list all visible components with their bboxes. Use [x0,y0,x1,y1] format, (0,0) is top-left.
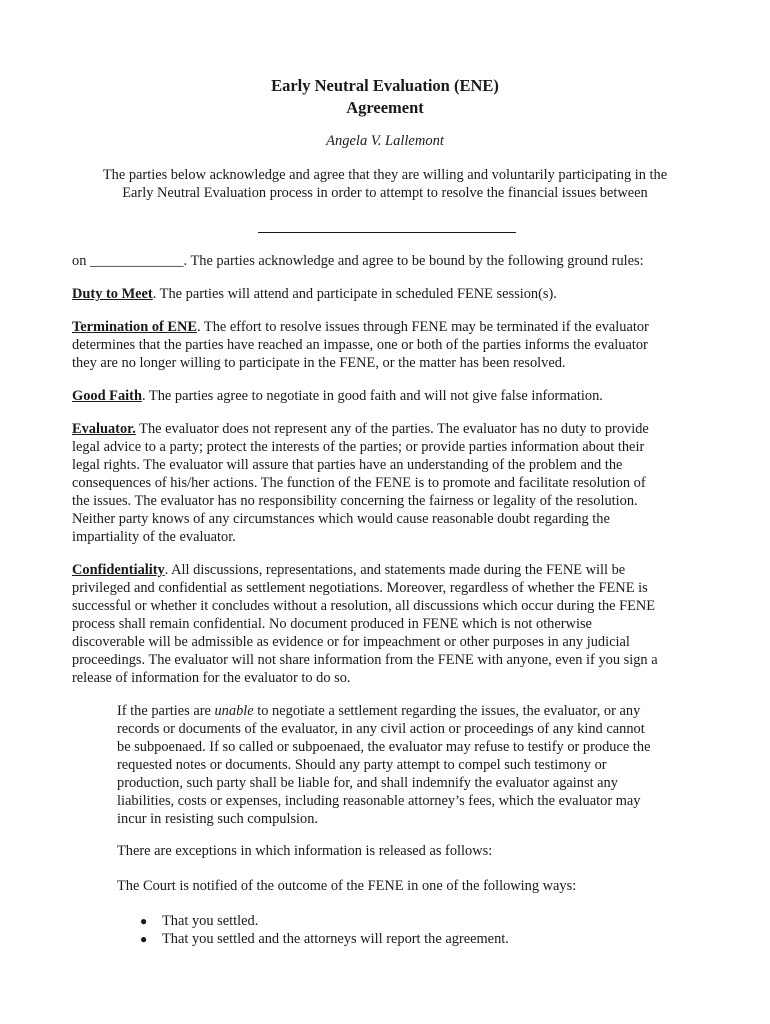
termination-line-1: . The effort to resolve issues through FENE may be terminated if the evaluator [197,319,649,335]
good-faith-text: . The parties agree to negotiate in good faith and will not give false information. [141,388,603,404]
unable-line-6: liabilities, costs or expenses, including reasonable attorney’s fees, which the evaluator may [117,793,641,809]
unable-emphasis: unable [214,703,254,719]
confidentiality-section [72,561,698,687]
evaluator-line-7: impartiality of the evaluator. [72,529,236,545]
intro-line-1: The parties below acknowledge and agree that they are willing and voluntarily participating in the [102,167,668,183]
confidentiality-line-6: proceedings. The evaluator will not share information from the FENE with anyone, even if you sign a [72,652,658,668]
confidentiality-heading: Confidentiality [72,562,165,578]
termination-heading: Termination of ENE [72,319,197,335]
author-name: Angela V. Lallemont [326,133,444,149]
on-date-line: on _____________. The parties acknowledge and agree to be bound by the following ground rules: [72,253,644,269]
evaluator-heading: Evaluator. [72,421,136,437]
evaluator-line-6: Neither party knows of any circumstances which would cause reasonable doubt regarding the [72,511,610,527]
bullet-icon: ● [140,914,148,928]
evaluator-line-4: consequences of his/her actions. The function of the FENE is to promote and facilitate resolution of [72,475,646,491]
evaluator-line-3: legal rights. The evaluator will assure that parties have an understanding of the problem and the [72,457,623,473]
bullet-icon: ● [140,932,148,946]
confidentiality-line-7: release of information for the evaluator to do so. [72,670,351,686]
evaluator-line-5: the issues. The evaluator has no responsibility concerning the fairness or legality of the resolution. [72,493,638,509]
outcome-list [138,912,698,948]
unable-line-7: incur in resisting such compulsion. [117,811,319,827]
unable-line-4: requested notes or documents. Should any party attempt to compel such testimony or [117,757,607,773]
duty-text: . The parties will attend and participate in scheduled FENE session(s). [152,286,557,302]
exceptions-line: There are exceptions in which information is released as follows: [117,843,493,859]
confidentiality-line-1: . All discussions, representations, and statements made during the FENE will be [164,562,626,578]
intro-paragraph [60,166,710,202]
unable-line-1-pre: If the parties are [117,703,215,719]
evaluator-line-1: The evaluator does not represent any of the parties. The evaluator has no duty to provide [135,421,649,437]
confidentiality-line-4: process shall remain confidential. No document produced in FENE which is not otherwise [72,616,592,632]
court-notified-line: The Court is notified of the outcome of the FENE in one of the following ways: [117,878,577,894]
unable-line-3: be subpoenaed. If so called or subpoenaed, the evaluator may refuse to testify or produce the [117,739,651,755]
evaluator-line-2: legal advice to a party; protect the interests of the parties; or provide parties information about their [72,439,645,455]
parties-blank-line [258,232,516,233]
duty-heading: Duty to Meet [72,286,153,302]
termination-section [72,318,698,372]
list-item-text: That you settled. [162,913,259,929]
termination-line-2: determines that the parties have reached an impasse, one or both of the parties informs the evaluator [72,337,648,353]
duty-to-meet-section [72,285,698,303]
list-item-text: That you settled and the attorneys will report the agreement. [162,931,509,947]
confidentiality-line-5: discoverable will be admissible as evidence or for impeachment or other purposes in any judicial [72,634,630,650]
intro-line-2: Early Neutral Evaluation process in order to attempt to resolve the financial issues between [122,185,648,201]
unable-line-2: records or documents of the evaluator, in any civil action or proceedings of any kind cannot [117,721,645,737]
evaluator-section [72,420,698,546]
title-line-2: Agreement [346,98,424,117]
unable-line-5: production, such party shall be liable for, and shall indemnify the evaluator against any [117,775,618,791]
list-item [138,930,698,948]
unable-line-1-post: to negotiate a settlement regarding the issues, the evaluator, or any [253,703,641,719]
title-line-1: Early Neutral Evaluation (ENE) [271,76,499,95]
good-faith-heading: Good Faith [72,388,142,404]
list-item [138,912,698,930]
confidentiality-line-2: privileged and confidential as settlement negotiations. Moreover, regardless of whether the FENE is [72,580,648,596]
document-title [0,75,770,119]
unable-paragraph [117,702,707,828]
good-faith-section [72,387,698,405]
confidentiality-line-3: successful or whether it concludes without a resolution, all discussions which occur during the FENE [72,598,656,614]
termination-line-3: they are no longer willing to participate in the FENE, or the matter has been resolved. [72,355,566,371]
